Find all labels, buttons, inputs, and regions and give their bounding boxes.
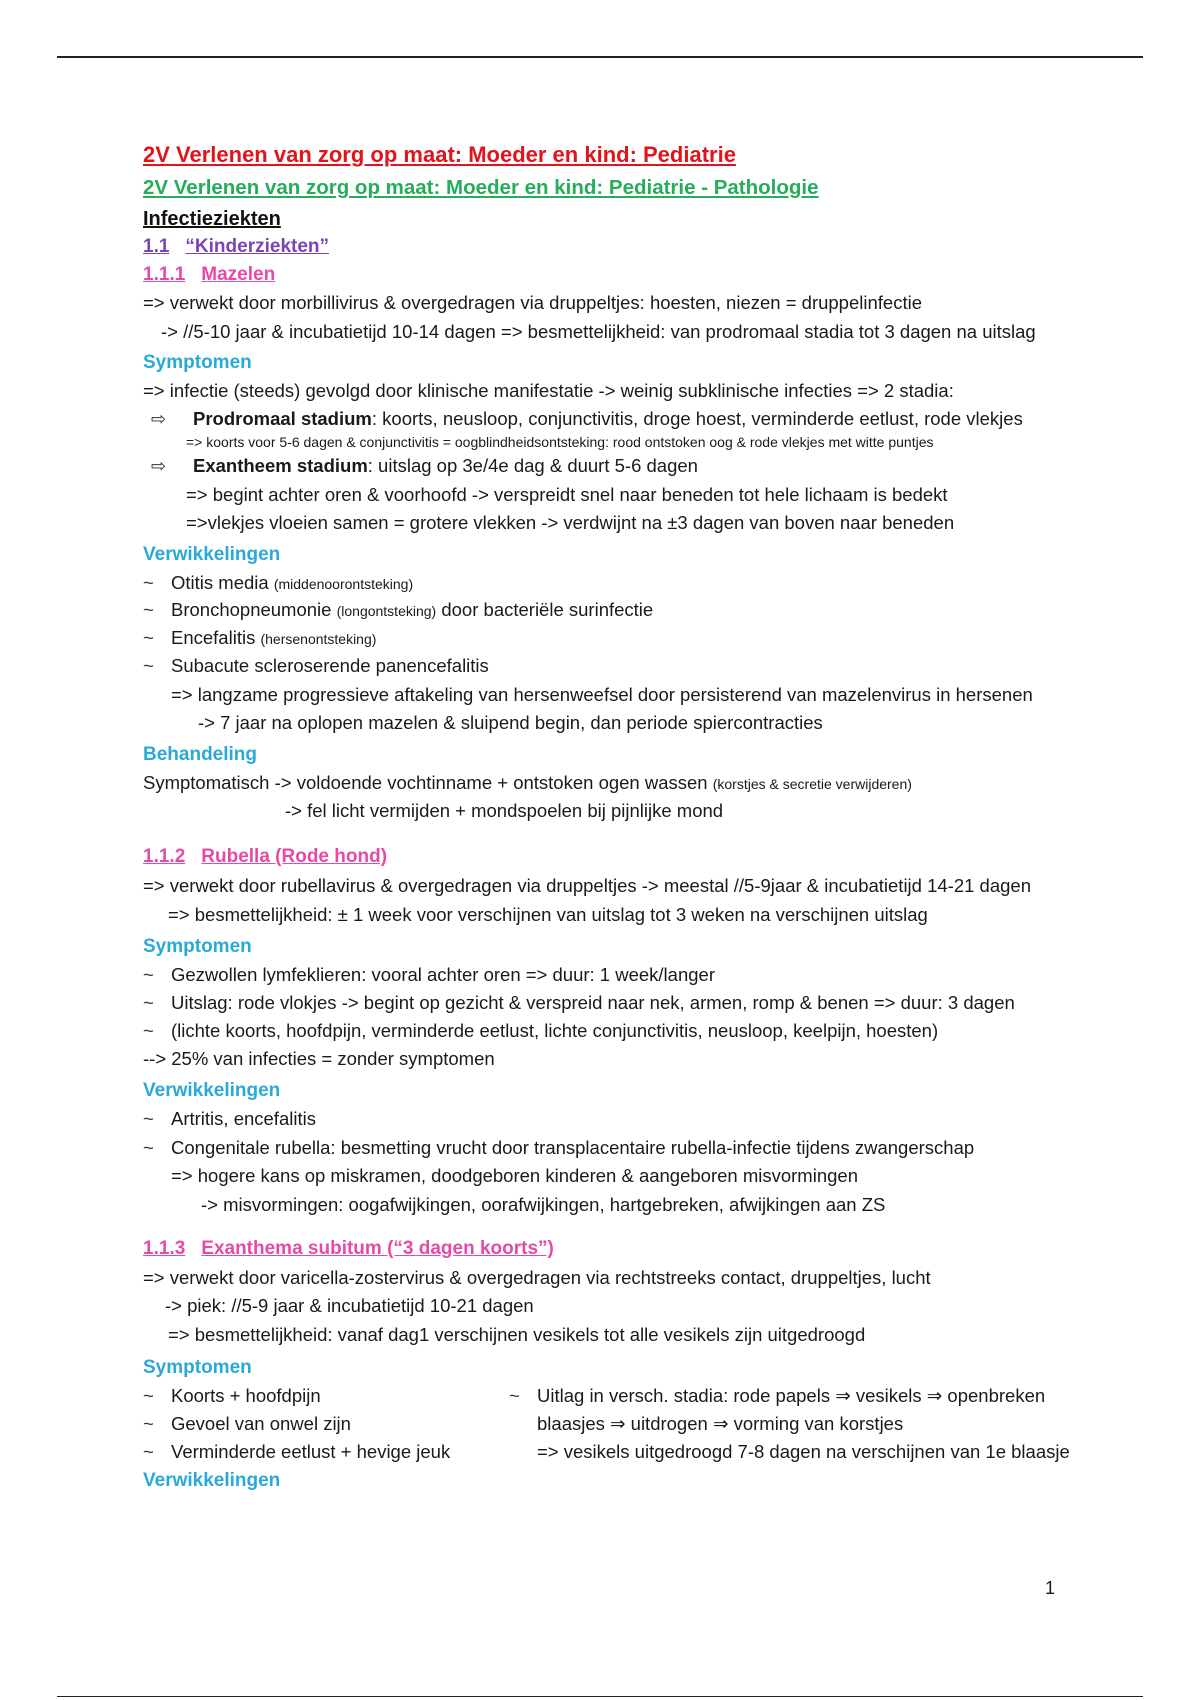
exanthema-intro-1: => verwekt door varicella-zostervirus & overgedragen via rechtstreeks contact, druppeltjes, lucht: [143, 1267, 931, 1288]
mazelen-behandeling-heading: Behandeling: [143, 744, 258, 765]
tilde-bullet-icon: ~: [143, 992, 154, 1013]
bottom-rule: [57, 1696, 1143, 1697]
verwikkeling-rest: door bacteriële surinfectie: [441, 599, 654, 620]
mazelen-sym-intro: => infectie (steeds) gevolgd door klinische manifestatie -> weinig subklinische infecties => 2 stadia:: [143, 380, 954, 401]
rubella-intro-2: => besmettelijkheid: ± 1 week voor verschijnen van uitslag tot 3 weken na verschijnen uitslag: [168, 904, 928, 925]
verwikkeling-text: Artritis, encefalitis: [171, 1108, 316, 1129]
symptom-text: Uitlag in versch. stadia: rode papels ⇒ vesikels ⇒ openbreken: [537, 1385, 1046, 1406]
symptom-text: Uitslag: rode vlokjes -> begint op gezicht & verspreid naar nek, armen, romp & benen => duur: 3 dagen: [171, 992, 1015, 1013]
tilde-bullet-icon: ~: [509, 1385, 520, 1406]
verwikkeling-note: (longontsteking): [336, 603, 437, 619]
page-subtitle: 2V Verlenen van zorg op maat: Moeder en kind: Pediatrie - Pathologie: [143, 176, 819, 199]
exantheem-text: : uitslag op 3e/4e dag & duurt 5-6 dagen: [367, 455, 698, 476]
exanthema-symptom-right-note: => vesikels uitgedroogd 7-8 dagen na verschijnen van 1e blaasje: [537, 1441, 1070, 1462]
congenitale-detail-1: => hogere kans op miskramen, doodgeboren kinderen & aangeboren misvormingen: [171, 1165, 858, 1186]
mazelen-intro-2: -> //5-10 jaar & incubatietijd 10-14 dagen => besmettelijkheid: van prodromaal stadia tot 3 dagen na uitslag: [161, 321, 1036, 342]
prodromaal-note: => koorts voor 5-6 dagen & conjunctivitis = oogblindheidsontsteking: rood ontstoken oog & rode vlekjes met witte puntjes: [186, 434, 934, 450]
subsection-number: 1.1.2: [143, 846, 186, 867]
tilde-bullet-icon: ~: [143, 1020, 154, 1041]
verwikkeling-text: Congenitale rubella: besmetting vrucht door transplacentaire rubella-infectie tijdens zwangerschap: [171, 1137, 975, 1158]
section-number: 1.1: [143, 236, 170, 257]
section-label: “Kinderziekten”: [185, 236, 330, 257]
verwikkeling-item: [143, 571, 413, 596]
verwikkeling-text: Otitis media: [171, 572, 269, 593]
tilde-bullet-icon: ~: [143, 1441, 154, 1462]
tilde-bullet-icon: ~: [143, 627, 154, 648]
page-title: 2V Verlenen van zorg op maat: Moeder en kind: Pediatrie: [143, 142, 736, 167]
subsection-number: 1.1.1: [143, 264, 186, 285]
sspe-detail-1: => langzame progressieve aftakeling van hersenweefsel door persisterend van mazelenvirus in hersenen: [171, 684, 1033, 705]
tilde-bullet-icon: ~: [143, 1413, 154, 1434]
tilde-bullet-icon: ~: [143, 655, 154, 676]
verwikkeling-item: [143, 654, 489, 678]
behandeling-line-1: [143, 771, 912, 796]
verwikkeling-text: Bronchopneumonie: [171, 599, 332, 620]
congenitale-detail-2: -> misvormingen: oogafwijkingen, oorafwijkingen, hartgebreken, afwijkingen aan ZS: [201, 1194, 886, 1215]
subsection-label: Rubella (Rode hond): [201, 846, 388, 867]
exanthema-intro-2: -> piek: //5-9 jaar & incubatietijd 10-21 dagen: [165, 1295, 534, 1316]
exantheem-detail-1: => begint achter oren & voorhoofd -> verspreidt snel naar beneden tot hele lichaam is bedekt: [186, 484, 948, 505]
exanthema-intro-3: => besmettelijkheid: vanaf dag1 verschijnen vesikels tot alle vesikels zijn uitgedroogd: [168, 1324, 866, 1345]
subsection-number: 1.1.3: [143, 1238, 186, 1259]
page-number: 1: [1045, 1578, 1056, 1598]
prodromaal-text: : koorts, neusloop, conjunctivitis, droge hoest, verminderde eetlust, rode vlekjes: [371, 408, 1023, 429]
verwikkeling-text: Subacute scleroserende panencefalitis: [171, 655, 489, 676]
exanthema-symptomen-heading: Symptomen: [143, 1357, 252, 1378]
behandeling-text: Symptomatisch -> voldoende vochtinname + ontstoken ogen wassen: [143, 772, 708, 793]
tilde-bullet-icon: ~: [143, 1385, 154, 1406]
rubella-symptom-item: [143, 963, 715, 987]
mazelen-verwikkelingen-heading: Verwikkelingen: [143, 544, 281, 565]
tilde-bullet-icon: ~: [143, 964, 154, 985]
exantheem-item: [151, 454, 698, 478]
behandeling-note: (korstjes & secretie verwijderen): [712, 776, 912, 792]
rubella-symptom-item: [143, 991, 1015, 1015]
symptom-text: Gevoel van onwel zijn: [171, 1413, 351, 1434]
exantheem-detail-2: =>vlekjes vloeien samen = grotere vlekken -> verdwijnt na ±3 dagen van boven naar beneden: [186, 512, 955, 533]
arrow-right-icon: ⇨: [151, 456, 167, 476]
rubella-verwikkelingen-heading: Verwikkelingen: [143, 1080, 281, 1101]
prodromaal-item: [151, 407, 1023, 431]
sspe-detail-2: -> 7 jaar na oplopen mazelen & sluipend begin, dan periode spiercontracties: [198, 712, 823, 733]
subsection-heading-mazelen: [143, 263, 275, 287]
symptom-text: Gezwollen lymfeklieren: vooral achter oren => duur: 1 week/langer: [171, 964, 715, 985]
subsection-label: Mazelen: [201, 264, 276, 285]
rubella-verwikkeling-item: [143, 1107, 316, 1131]
top-rule: [57, 56, 1143, 58]
arrow-right-icon: ⇨: [151, 409, 167, 429]
tilde-bullet-icon: ~: [143, 599, 154, 620]
section-heading-1-1: [143, 235, 329, 259]
tilde-bullet-icon: ~: [143, 572, 154, 593]
verwikkeling-item: [143, 626, 376, 651]
verwikkeling-note: (middenoorontsteking): [273, 576, 414, 592]
exanthema-symptom-left: [143, 1384, 321, 1408]
subsection-label: Exanthema subitum (“3 dagen koorts”): [201, 1238, 554, 1259]
mazelen-intro-1: => verwekt door morbillivirus & overgedragen via druppeltjes: hoesten, niezen = druppelinfectie: [143, 292, 922, 313]
mazelen-symptomen-heading: Symptomen: [143, 352, 252, 373]
rubella-symptom-item: [143, 1019, 938, 1043]
exanthema-symptom-left: [143, 1412, 351, 1436]
subsection-heading-exanthema: [143, 1237, 554, 1261]
symptom-text: (lichte koorts, hoofdpijn, verminderde eetlust, lichte conjunctivitis, neusloop, keelpijn, hoesten): [171, 1020, 939, 1041]
verwikkeling-note: (hersenontsteking): [260, 631, 377, 647]
tilde-bullet-icon: ~: [143, 1137, 154, 1158]
subsection-heading-rubella: [143, 845, 387, 869]
behandeling-line-2: -> fel licht vermijden + mondspoelen bij pijnlijke mond: [285, 800, 724, 821]
rubella-symptomen-heading: Symptomen: [143, 936, 252, 957]
prodromaal-label: Prodromaal stadium: [193, 408, 372, 429]
exantheem-label: Exantheem stadium: [193, 455, 368, 476]
exanthema-symptom-left: [143, 1440, 450, 1464]
tilde-bullet-icon: ~: [143, 1108, 154, 1129]
rubella-verwikkeling-item: [143, 1136, 974, 1160]
rubella-intro-1: => verwekt door rubellavirus & overgedragen via druppeltjes -> meestal //5-9jaar & incubatietijd 14-21 dagen: [143, 875, 1031, 896]
exanthema-symptom-right-cont: blaasjes ⇒ uitdrogen ⇒ vorming van korstjes: [537, 1413, 904, 1434]
symptom-text: Verminderde eetlust + hevige jeuk: [171, 1441, 451, 1462]
exanthema-verwikkelingen-heading: Verwikkelingen: [143, 1470, 281, 1491]
symptom-text: Koorts + hoofdpijn: [171, 1385, 321, 1406]
rubella-symptom-note: --> 25% van infecties = zonder symptomen: [143, 1048, 495, 1069]
exanthema-symptom-right: [509, 1384, 1045, 1408]
chapter-heading: Infectieziekten: [143, 208, 281, 230]
verwikkeling-item: [143, 598, 653, 623]
verwikkeling-text: Encefalitis: [171, 627, 256, 648]
